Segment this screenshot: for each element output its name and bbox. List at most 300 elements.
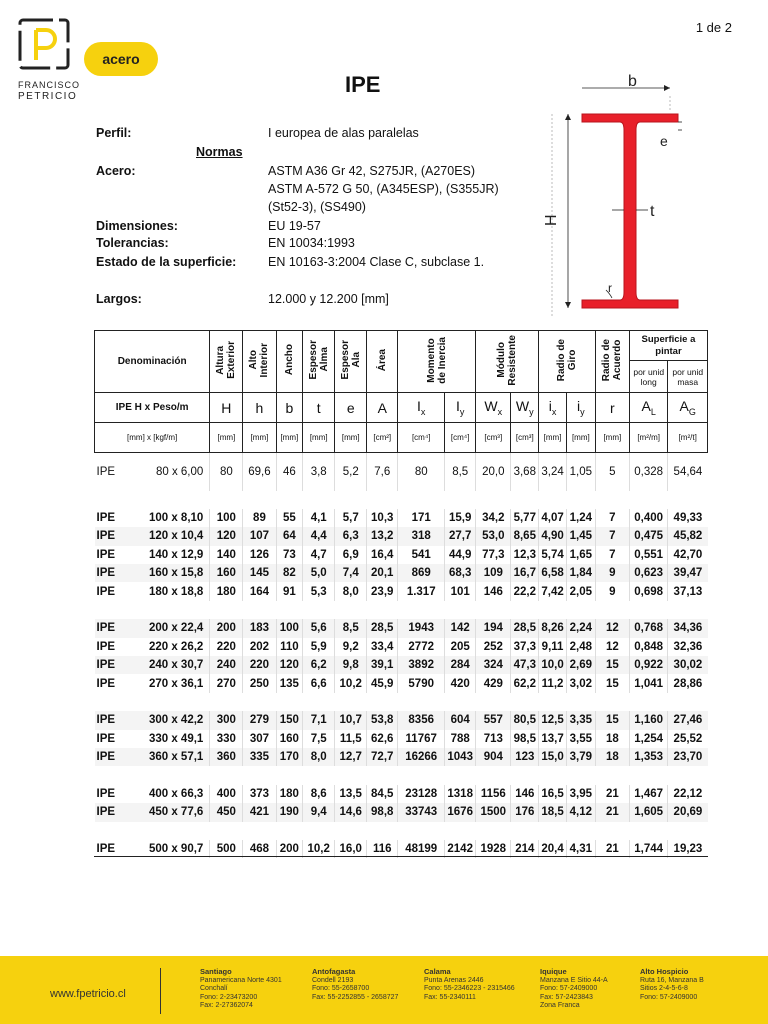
- table-cell: 4,31: [566, 840, 595, 858]
- spec-label: Tolerancias:: [96, 236, 169, 250]
- table-cell: 200: [276, 840, 303, 858]
- table-cell: 171: [398, 509, 445, 527]
- table-cell: 6,3: [335, 527, 367, 545]
- table-row: [95, 638, 708, 656]
- table-cell: 6,58: [539, 564, 567, 582]
- symbol-r: r: [595, 393, 629, 423]
- table-cell: 45,9: [367, 674, 398, 692]
- table-cell: 8356: [398, 711, 445, 729]
- properties-table-wrap: [94, 330, 708, 858]
- table-cell: 27,46: [668, 711, 708, 729]
- spec-value: ASTM A36 Gr 42, S275JR, (A270ES): [268, 164, 476, 178]
- table-cell: 18,5: [539, 803, 567, 821]
- table-cell: 64: [276, 527, 303, 545]
- table-cell: 7,6: [367, 453, 398, 491]
- table-cell: 240: [210, 656, 243, 674]
- ibeam-diagram: [540, 70, 690, 330]
- table-cell: 16,5: [539, 785, 567, 803]
- table-cell: 160 x 15,8: [137, 564, 210, 582]
- table-cell: 220: [210, 638, 243, 656]
- table-cell: 429: [476, 674, 511, 692]
- header-alto: Alto Interior: [243, 331, 276, 393]
- table-row: [95, 748, 708, 766]
- table-cell: 4,07: [539, 509, 567, 527]
- table-cell: 1,05: [566, 453, 595, 491]
- table-row: [95, 674, 708, 692]
- table-cell: IPE: [96, 787, 116, 800]
- acero-badge: acero: [84, 42, 158, 76]
- table-cell: 53,0: [476, 527, 511, 545]
- header-denominacion: Denominación: [95, 331, 210, 393]
- table-cell: 1,160: [629, 711, 667, 729]
- unit-cell: [cm²]: [367, 423, 398, 453]
- table-cell: 9,2: [335, 638, 367, 656]
- unit-cell: [mm]: [566, 423, 595, 453]
- symbol-Wx: $W_x$: [476, 393, 511, 423]
- table-cell: 220: [243, 656, 276, 674]
- table-cell: 16,0: [335, 840, 367, 858]
- group-spacer: [95, 601, 708, 619]
- table-cell: 16266: [398, 748, 445, 766]
- table-cell: 7: [595, 546, 629, 564]
- symbol-ix: $i_x$: [539, 393, 567, 423]
- table-cell: 7,4: [335, 564, 367, 582]
- por-unid-masa-label: por unid masa: [672, 366, 704, 387]
- table-row: [95, 785, 708, 803]
- table-cell: 1,254: [629, 730, 667, 748]
- table-cell: 20,69: [668, 803, 708, 821]
- table-cell: 20,0: [476, 453, 511, 491]
- unit-cell: [m²/t]: [668, 423, 708, 453]
- table-cell: 373: [243, 785, 276, 803]
- symbol-row: [95, 393, 708, 423]
- table-cell: IPE: [96, 677, 116, 690]
- header-area: Área: [367, 331, 398, 393]
- table-cell: 904: [476, 748, 511, 766]
- office-city: Santiago: [200, 967, 232, 976]
- table-cell: 13,7: [539, 730, 567, 748]
- office-block: [640, 968, 704, 1002]
- table-cell: 0,623: [629, 564, 667, 582]
- table-cell: 6,6: [303, 674, 335, 692]
- footer: [0, 956, 768, 1024]
- table-cell: 1.317: [398, 582, 445, 600]
- website-link[interactable]: www.fpetricio.cl: [50, 988, 126, 1000]
- office-line: Fax: 55-2340111: [424, 993, 476, 1001]
- table-cell: 53,8: [367, 711, 398, 729]
- normas-heading: Normas: [196, 145, 243, 159]
- table-cell: 335: [243, 748, 276, 766]
- table-cell: 0,328: [629, 453, 667, 491]
- table-cell: 120: [276, 656, 303, 674]
- office-line: Fono: 57-2409000: [540, 985, 598, 992]
- table-cell: 420: [445, 674, 476, 692]
- table-cell: IPE: [96, 465, 116, 478]
- office-line: Fono: 2-23473200: [200, 993, 258, 1001]
- table-cell: 80: [398, 453, 445, 491]
- table-cell: 200: [210, 619, 243, 637]
- table-row: [95, 656, 708, 674]
- table-cell: 330: [210, 730, 243, 748]
- table-cell: 15,0: [539, 748, 567, 766]
- table-row: [95, 711, 708, 729]
- spec-row-superficie: [96, 255, 536, 273]
- table-cell: 39,1: [367, 656, 398, 674]
- spec-label: Largos:: [96, 292, 142, 306]
- table-cell: 140: [210, 546, 243, 564]
- office-block: [200, 968, 282, 1011]
- table-row: [95, 527, 708, 545]
- table-cell: 11,2: [539, 674, 567, 692]
- table-cell: 20,1: [367, 564, 398, 582]
- table-cell: IPE: [95, 711, 138, 729]
- unit-cell: [m²/m]: [629, 423, 667, 453]
- table-cell: 84,5: [367, 785, 398, 803]
- table-cell: IPE: [95, 748, 138, 766]
- table-cell: 1,84: [566, 564, 595, 582]
- spec-label: Perfil:: [96, 126, 132, 140]
- table-cell: 7,5: [303, 730, 335, 748]
- table-cell: 146: [511, 785, 539, 803]
- table-cell: 450: [210, 803, 243, 821]
- symbol-den: IPE H x Peso/m: [95, 393, 210, 423]
- table-row: [95, 453, 708, 491]
- table-cell: 140 x 12,9: [148, 548, 204, 561]
- table-cell: 34,36: [668, 619, 708, 637]
- table-cell: 10,2: [335, 674, 367, 692]
- table-cell: 107: [243, 527, 276, 545]
- table-cell: 360: [210, 748, 243, 766]
- table-cell: 0,848: [629, 638, 667, 656]
- table-cell: 270 x 36,1: [148, 677, 204, 690]
- spacer-cell: [95, 822, 708, 840]
- table-cell: IPE: [96, 548, 116, 561]
- table-cell: 8,0: [303, 748, 335, 766]
- table-cell: 500 x 90,7: [148, 843, 204, 856]
- table-cell: 9: [595, 582, 629, 600]
- table-cell: IPE: [96, 512, 116, 525]
- table-cell: 0,698: [629, 582, 667, 600]
- office-line: Punta Arenas 2446: [424, 976, 484, 984]
- table-cell: 23,70: [668, 748, 708, 766]
- table-cell: 3,24: [539, 453, 567, 491]
- spec-row-acero-3: [96, 200, 536, 218]
- table-cell: 27,7: [445, 527, 476, 545]
- spec-row-tolerancias: [96, 236, 536, 254]
- table-cell: 116: [367, 840, 398, 858]
- spec-row-acero: [96, 164, 536, 182]
- table-cell: 421: [243, 803, 276, 821]
- header-ancho: Ancho: [276, 331, 303, 393]
- table-bottom-border: [94, 856, 708, 857]
- table-cell: 324: [476, 656, 511, 674]
- table-cell: 1318: [445, 785, 476, 803]
- table-cell: 0,475: [629, 527, 667, 545]
- page-title: IPE: [345, 72, 381, 97]
- table-cell: 28,5: [511, 619, 539, 637]
- unit-cell: [mm]: [210, 423, 243, 453]
- spec-value: I europea de alas paralelas: [268, 126, 419, 140]
- table-cell: 400: [210, 785, 243, 803]
- table-cell: 101: [445, 582, 476, 600]
- office-line: Fono: 57-2409000: [640, 993, 698, 1001]
- table-cell: 4,90: [539, 527, 567, 545]
- table-cell: 7: [595, 527, 629, 545]
- table-cell: 10,2: [303, 840, 335, 858]
- dimension-label-b: b: [628, 73, 637, 90]
- table-cell: 34,2: [476, 509, 511, 527]
- table-cell: 0,400: [629, 509, 667, 527]
- table-cell: 145: [243, 564, 276, 582]
- office-line: Conchalí: [200, 985, 228, 992]
- table-cell: 28,5: [367, 619, 398, 637]
- table-cell: 360 x 57,1: [137, 748, 210, 766]
- office-line: Fono: 55-2658700: [312, 985, 370, 992]
- table-cell: 160: [210, 564, 243, 582]
- table-cell: 2,48: [566, 638, 595, 656]
- spec-label: Acero:: [96, 164, 136, 178]
- spec-value: EU 19-57: [268, 219, 321, 233]
- superficie-label: Superficie a pintar: [630, 331, 707, 361]
- office-block: [424, 968, 515, 1002]
- table-cell: IPE: [95, 619, 138, 637]
- table-cell: 3892: [398, 656, 445, 674]
- spec-value: EN 10163-3:2004 Clase C, subclase 1.: [268, 255, 485, 269]
- table-cell: 8,6: [303, 785, 335, 803]
- table-cell: 8,5: [445, 453, 476, 491]
- table-cell: 13,2: [367, 527, 398, 545]
- table-cell: 300: [210, 711, 243, 729]
- dimension-label-H: H: [543, 214, 560, 226]
- table-cell: 869: [398, 564, 445, 582]
- symbol-t: t: [303, 393, 335, 423]
- table-cell: 1,041: [629, 674, 667, 692]
- symbol-Wy: $W_y$: [511, 393, 539, 423]
- table-cell: 12: [595, 638, 629, 656]
- table-cell: 788: [445, 730, 476, 748]
- table-cell: 14,6: [335, 803, 367, 821]
- table-cell: 10,3: [367, 509, 398, 527]
- unit-row: [95, 423, 708, 453]
- table-cell: IPE: [96, 585, 116, 598]
- table-cell: 1943: [398, 619, 445, 637]
- table-cell: 6,9: [335, 546, 367, 564]
- unit-cell: [cm⁴]: [445, 423, 476, 453]
- table-cell: 604: [445, 711, 476, 729]
- table-cell: 21: [595, 840, 629, 858]
- table-cell: 4,1: [303, 509, 335, 527]
- spec-row-acero-2: [96, 182, 536, 200]
- table-cell: 11767: [398, 730, 445, 748]
- table-cell: 3,02: [566, 674, 595, 692]
- table-cell: 8,0: [335, 582, 367, 600]
- header-altura: Altura Exterior: [210, 331, 243, 393]
- table-cell: 1500: [476, 803, 511, 821]
- table-cell: 500: [210, 840, 243, 858]
- table-cell: 18: [595, 748, 629, 766]
- table-cell: 468: [243, 840, 276, 858]
- table-cell: 80: [210, 453, 243, 491]
- office-line: Zona Franca: [540, 1002, 580, 1009]
- table-cell: 72,7: [367, 748, 398, 766]
- table-cell: 12,7: [335, 748, 367, 766]
- table-cell: 146: [476, 582, 511, 600]
- office-line: Fono: 55-2346223 - 2315466: [424, 985, 515, 992]
- table-cell: 180 x 18,8: [148, 585, 204, 598]
- table-cell: 190: [276, 803, 303, 821]
- table-cell: 15: [595, 656, 629, 674]
- group-spacer: [95, 822, 708, 840]
- table-row: [95, 546, 708, 564]
- dimension-label-t: t: [650, 203, 655, 220]
- spec-value: (St52-3), (SS490): [268, 200, 366, 214]
- table-cell: 109: [476, 564, 511, 582]
- group-spacer: [95, 491, 708, 509]
- table-cell: 5,74: [539, 546, 567, 564]
- table-cell: 0,551: [629, 546, 667, 564]
- unit-cell: [mm]: [539, 423, 567, 453]
- table-cell: 9,11: [539, 638, 567, 656]
- unit-cell: [mm] x [kgf/m]: [95, 423, 210, 453]
- table-row: [95, 619, 708, 637]
- table-cell: 180: [210, 582, 243, 600]
- symbol-b: b: [276, 393, 303, 423]
- table-cell: 0,768: [629, 619, 667, 637]
- symbol-AG: $A_G$: [668, 393, 708, 423]
- table-cell: 3,8: [303, 453, 335, 491]
- unit-cell: [cm⁴]: [398, 423, 445, 453]
- header-superficie: [629, 331, 707, 393]
- table-cell: IPE: [96, 640, 116, 653]
- table-cell: 557: [476, 711, 511, 729]
- dimension-label-r: r: [608, 281, 612, 295]
- symbol-e: e: [335, 393, 367, 423]
- table-cell: 68,3: [445, 564, 476, 582]
- table-cell: 450 x 77,6: [137, 803, 210, 821]
- table-cell: 39,47: [668, 564, 708, 582]
- table-cell: 98,5: [511, 730, 539, 748]
- table-cell: 23128: [398, 785, 445, 803]
- table-cell: 55: [276, 509, 303, 527]
- table-cell: 9,4: [303, 803, 335, 821]
- table-cell: 7: [595, 509, 629, 527]
- symbol-AL: $A_L$: [629, 393, 667, 423]
- office-block: [540, 968, 608, 1011]
- table-cell: 6,2: [303, 656, 335, 674]
- table-cell: 25,52: [668, 730, 708, 748]
- table-cell: 11,5: [335, 730, 367, 748]
- brand-name-line2: PETRICIO: [18, 91, 78, 102]
- table-cell: 20,4: [539, 840, 567, 858]
- table-cell: 135: [276, 674, 303, 692]
- header-momento: Momento de Inercia: [398, 331, 476, 393]
- unit-cell: [cm³]: [476, 423, 511, 453]
- table-cell: 1,45: [566, 527, 595, 545]
- table-cell: 62,6: [367, 730, 398, 748]
- office-block: [312, 968, 398, 1002]
- table-cell: 7,42: [539, 582, 567, 600]
- table-cell: 16,4: [367, 546, 398, 564]
- table-cell: 7,1: [303, 711, 335, 729]
- table-cell: 202: [243, 638, 276, 656]
- table-cell: 28,86: [668, 674, 708, 692]
- table-body: [95, 453, 708, 859]
- properties-table: [94, 330, 708, 858]
- table-cell: 1,65: [566, 546, 595, 564]
- table-cell: 300 x 42,2: [137, 711, 210, 729]
- office-line: Panamericana Norte 4301: [200, 976, 282, 984]
- office-city: Iquique: [540, 967, 567, 976]
- table-cell: 250: [243, 674, 276, 692]
- table-cell: 2,05: [566, 582, 595, 600]
- table-cell: 30,02: [668, 656, 708, 674]
- table-cell: 1,353: [629, 748, 667, 766]
- table-cell: 32,36: [668, 638, 708, 656]
- table-cell: 47,3: [511, 656, 539, 674]
- table-row: [95, 509, 708, 527]
- group-spacer: [95, 766, 708, 784]
- table-cell: 2142: [445, 840, 476, 858]
- table-row: [95, 564, 708, 582]
- table-cell: 713: [476, 730, 511, 748]
- table-cell: 100: [210, 509, 243, 527]
- unit-cell: [mm]: [335, 423, 367, 453]
- table-cell: 330 x 49,1: [148, 732, 204, 745]
- logo-mark-icon: [18, 18, 70, 70]
- office-line: Condell 2193: [312, 976, 354, 984]
- normas-heading-row: [96, 145, 536, 163]
- table-cell: 160: [276, 730, 303, 748]
- table-cell: 89: [243, 509, 276, 527]
- table-cell: 400 x 66,3: [148, 787, 204, 800]
- table-cell: 180: [276, 785, 303, 803]
- table-cell: IPE: [96, 732, 116, 745]
- table-cell: 110: [276, 638, 303, 656]
- table-cell: 8,65: [511, 527, 539, 545]
- table-cell: 69,6: [243, 453, 276, 491]
- spacer-cell: [95, 766, 708, 784]
- table-cell: 15: [595, 711, 629, 729]
- table-cell: 4,7: [303, 546, 335, 564]
- table-cell: 1,467: [629, 785, 667, 803]
- table-cell: 42,70: [668, 546, 708, 564]
- table-cell: 8,5: [335, 619, 367, 637]
- table-cell: 4,4: [303, 527, 335, 545]
- table-cell: 1156: [476, 785, 511, 803]
- table-cell: 5,7: [335, 509, 367, 527]
- table-cell: 0,922: [629, 656, 667, 674]
- spec-label: Dimensiones:: [96, 219, 178, 233]
- table-cell: 4,12: [566, 803, 595, 821]
- symbol-iy: $i_y$: [566, 393, 595, 423]
- office-line: Ruta 16, Manzana B: [640, 976, 704, 984]
- table-cell: 54,64: [668, 453, 708, 491]
- table-cell: 240 x 30,7: [137, 656, 210, 674]
- table-cell: 200 x 22,4: [137, 619, 210, 637]
- spec-label: Estado de la superficie:: [96, 255, 237, 269]
- group-spacer: [95, 693, 708, 711]
- table-cell: 1,24: [566, 509, 595, 527]
- table-cell: 120 x 10,4: [137, 527, 210, 545]
- spacer-cell: [95, 491, 708, 509]
- table-cell: 1928: [476, 840, 511, 858]
- table-cell: 10,0: [539, 656, 567, 674]
- table-cell: 46: [276, 453, 303, 491]
- table-cell: 164: [243, 582, 276, 600]
- table-cell: 2772: [398, 638, 445, 656]
- table-cell: 62,2: [511, 674, 539, 692]
- spec-row-dimensiones: [96, 219, 536, 237]
